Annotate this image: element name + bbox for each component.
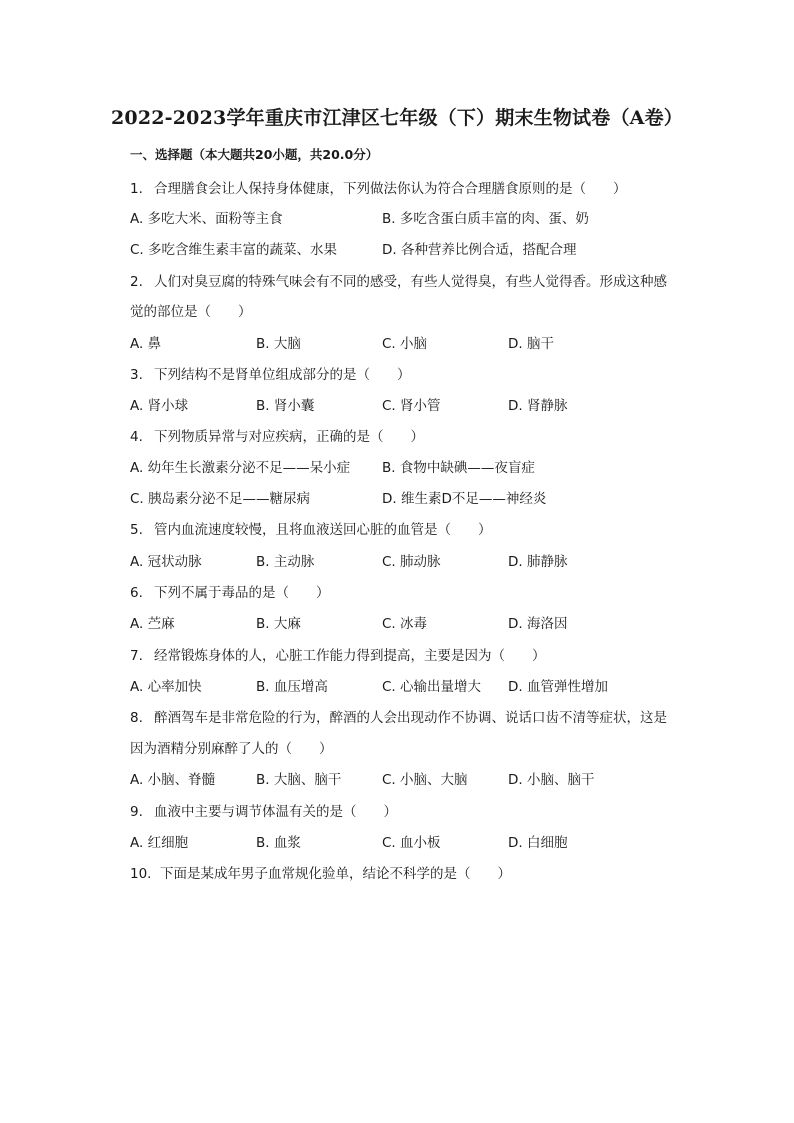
option-a: A. 多吃大米、面粉等主食: [130, 211, 283, 227]
option-b: B. 主动脉: [256, 554, 315, 570]
question-text: 血液中主要与调节体温有关的是（ ）: [154, 804, 397, 820]
option-c: C. 小脑、大脑: [382, 772, 468, 788]
question-number: 1.: [130, 181, 143, 197]
question-1: [130, 177, 627, 197]
option-d: D. 海洛因: [508, 616, 568, 632]
question-number: 10.: [130, 866, 152, 882]
question-text: 下列不属于毒品的是（ ）: [154, 585, 330, 601]
option-b: B. 大脑: [256, 336, 301, 352]
question-number: 7.: [130, 648, 143, 664]
question-text: 管内血流速度较慢，且将血液送回心脏的血管是（ ）: [154, 522, 492, 538]
option-b: B. 血压增高: [256, 679, 328, 695]
question-text: 醉酒驾车是非常危险的行为，醉酒的人会出现动作不协调、说话口齿不清等症状，这是: [154, 710, 667, 726]
option-b: B. 多吃含蛋白质丰富的肉、蛋、奶: [382, 211, 589, 227]
question-number: 2.: [130, 274, 143, 290]
question-number: 4.: [130, 429, 143, 445]
option-b: B. 大麻: [256, 616, 301, 632]
option-a: A. 肾小球: [130, 398, 189, 414]
option-d: D. 小脑、脑干: [508, 772, 595, 788]
option-a: A. 红细胞: [130, 835, 189, 851]
question-2: [130, 270, 667, 290]
question-number: 8.: [130, 710, 143, 726]
question-text: 下列物质异常与对应疾病，正确的是（ ）: [154, 429, 424, 445]
option-a: A. 冠状动脉: [130, 554, 202, 570]
option-c: C. 冰毒: [382, 616, 428, 632]
question-number: 6.: [130, 585, 143, 601]
question-text-continued: 觉的部位是（ ）: [130, 304, 252, 320]
option-a: A. 幼年生长激素分泌不足——呆小症: [130, 460, 351, 476]
question-number: 3.: [130, 367, 143, 383]
option-c: C. 肺动脉: [382, 554, 441, 570]
option-d: D. 白细胞: [508, 835, 568, 851]
option-b: B. 食物中缺碘——夜盲症: [382, 460, 535, 476]
question-8: [130, 706, 667, 726]
question-text: 人们对臭豆腐的特殊气味会有不同的感受，有些人觉得臭，有些人觉得香。形成这种感: [154, 274, 667, 290]
option-c: C. 多吃含维生素丰富的蔬菜、水果: [130, 242, 338, 258]
option-b: B. 肾小囊: [256, 398, 315, 414]
page-title: 2022-2023学年重庆市江津区七年级（下）期末生物试卷（A卷）: [111, 107, 683, 129]
option-a: A. 小脑、脊髓: [130, 772, 216, 788]
option-a: A. 鼻: [130, 336, 162, 352]
question-7: [130, 644, 546, 664]
question-9: [130, 800, 397, 820]
option-d: D. 维生素D不足——神经炎: [382, 491, 547, 507]
option-d: D. 肾静脉: [508, 398, 568, 414]
option-a: A. 心率加快: [130, 679, 202, 695]
option-d: D. 血管弹性增加: [508, 679, 608, 695]
question-10: [130, 862, 511, 882]
option-c: C. 血小板: [382, 835, 441, 851]
question-text: 下面是某成年男子血常规化验单，结论不科学的是（ ）: [160, 866, 511, 882]
question-4: [130, 425, 424, 445]
section-heading: 一、选择题（本大题共20小题，共20.0分）: [130, 147, 379, 162]
option-d: D. 脑干: [508, 336, 554, 352]
question-number: 5.: [130, 522, 143, 538]
option-d: D. 各种营养比例合适，搭配合理: [382, 242, 577, 258]
question-6: [130, 581, 330, 601]
option-c: C. 小脑: [382, 336, 428, 352]
option-a: A. 苎麻: [130, 616, 175, 632]
question-text: 经常锻炼身体的人，心脏工作能力得到提高，主要是因为（ ）: [154, 648, 546, 664]
option-c: C. 心输出量增大: [382, 679, 482, 695]
option-b: B. 大脑、脑干: [256, 772, 342, 788]
option-c: C. 胰岛素分泌不足——糖尿病: [130, 491, 311, 507]
question-3: [130, 363, 411, 383]
question-text: 合理膳食会让人保持身体健康，下列做法你认为符合合理膳食原则的是（ ）: [154, 181, 627, 197]
option-b: B. 血浆: [256, 835, 301, 851]
question-5: [130, 518, 492, 538]
question-text: 下列结构不是肾单位组成部分的是（ ）: [154, 367, 411, 383]
option-d: D. 肺静脉: [508, 554, 568, 570]
question-text-continued: 因为酒精分别麻醉了人的（ ）: [130, 741, 333, 757]
question-number: 9.: [130, 804, 143, 820]
option-c: C. 肾小管: [382, 398, 441, 414]
